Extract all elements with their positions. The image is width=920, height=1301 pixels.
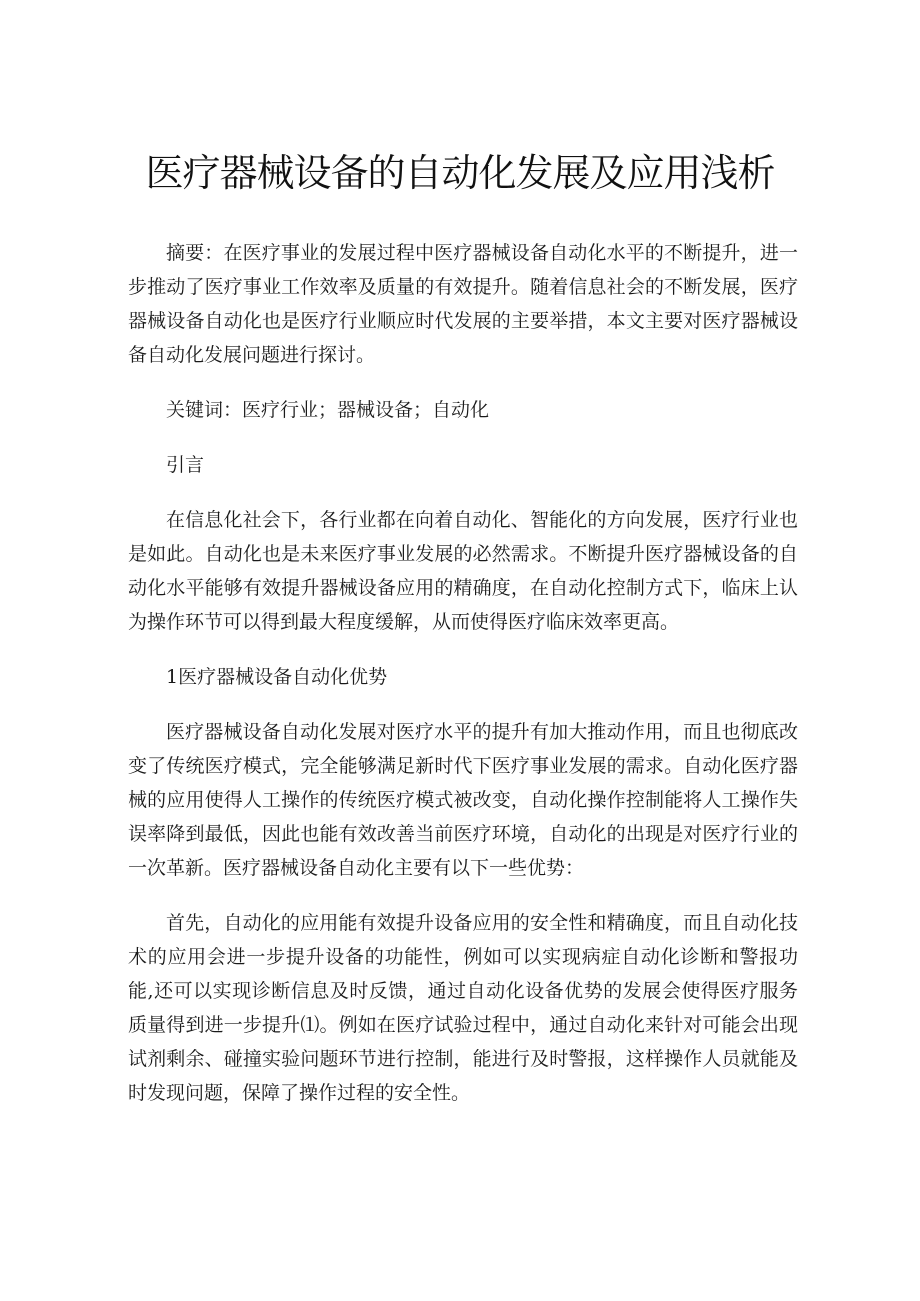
intro-paragraph: 在信息化社会下，各行业都在向着自动化、智能化的方向发展，医疗行业也是如此。自动化也是未来医疗事业发展的必然需求。不断提升医疗器械设备的自动化水平能够有效提升器械设备应用的精确度，在自动化控制方式下，临床上认为操作环节可以得到最大程度缓解，从而使得医疗临床效率更高。 xyxy=(128,509,798,633)
abstract-paragraph: 摘要：在医疗事业的发展过程中医疗器械设备自动化水平的不断提升，进一步推动了医疗事业工作效率及质量的有效提升。随着信息社会的不断发展，医疗器械设备自动化也是医疗行业顺应时代发展的主要举措，本文主要对医疗器械设备自动化发展问题进行探讨。 xyxy=(128,242,798,366)
section1-heading: 1医疗器械设备自动化优势 xyxy=(166,666,388,688)
keywords-line: 关键词：医疗行业；器械设备；自动化 xyxy=(166,399,490,421)
section1-paragraph-1: 医疗器械设备自动化发展对医疗水平的提升有加大推动作用，而且也彻底改变了传统医疗模式，完全能够满足新时代下医疗事业发展的需求。自动化医疗器械的应用使得人工操作的传统医疗模式被改变，自动化操作控制能将人工操作失误率降到最低，因此也能有效改善当前医疗环境，自动化的出现是对医疗行业的一次革新。医疗器械设备自动化主要有以下一些优势： xyxy=(128,721,798,879)
section1-paragraph-2: 首先，自动化的应用能有效提升设备应用的安全性和精确度，而且自动化技术的应用会进一步提升设备的功能性，例如可以实现病症自动化诊断和警报功能,还可以实现诊断信息及时反馈，通过自动化设备优势的发展会使得医疗服务质量得到进一步提升⑴。例如在医疗试验过程中，通过自动化来针对可能会出现试剂剩余、碰撞实验问题环节进行控制，能进行及时警报，这样操作人员就能及时发现问题，保障了操作过程的安全性。 xyxy=(128,912,798,1104)
intro-heading: 引言 xyxy=(166,454,205,476)
document-body xyxy=(128,236,798,1110)
document-title: 医疗器械设备的自动化发展及应用浅析 xyxy=(145,151,775,195)
